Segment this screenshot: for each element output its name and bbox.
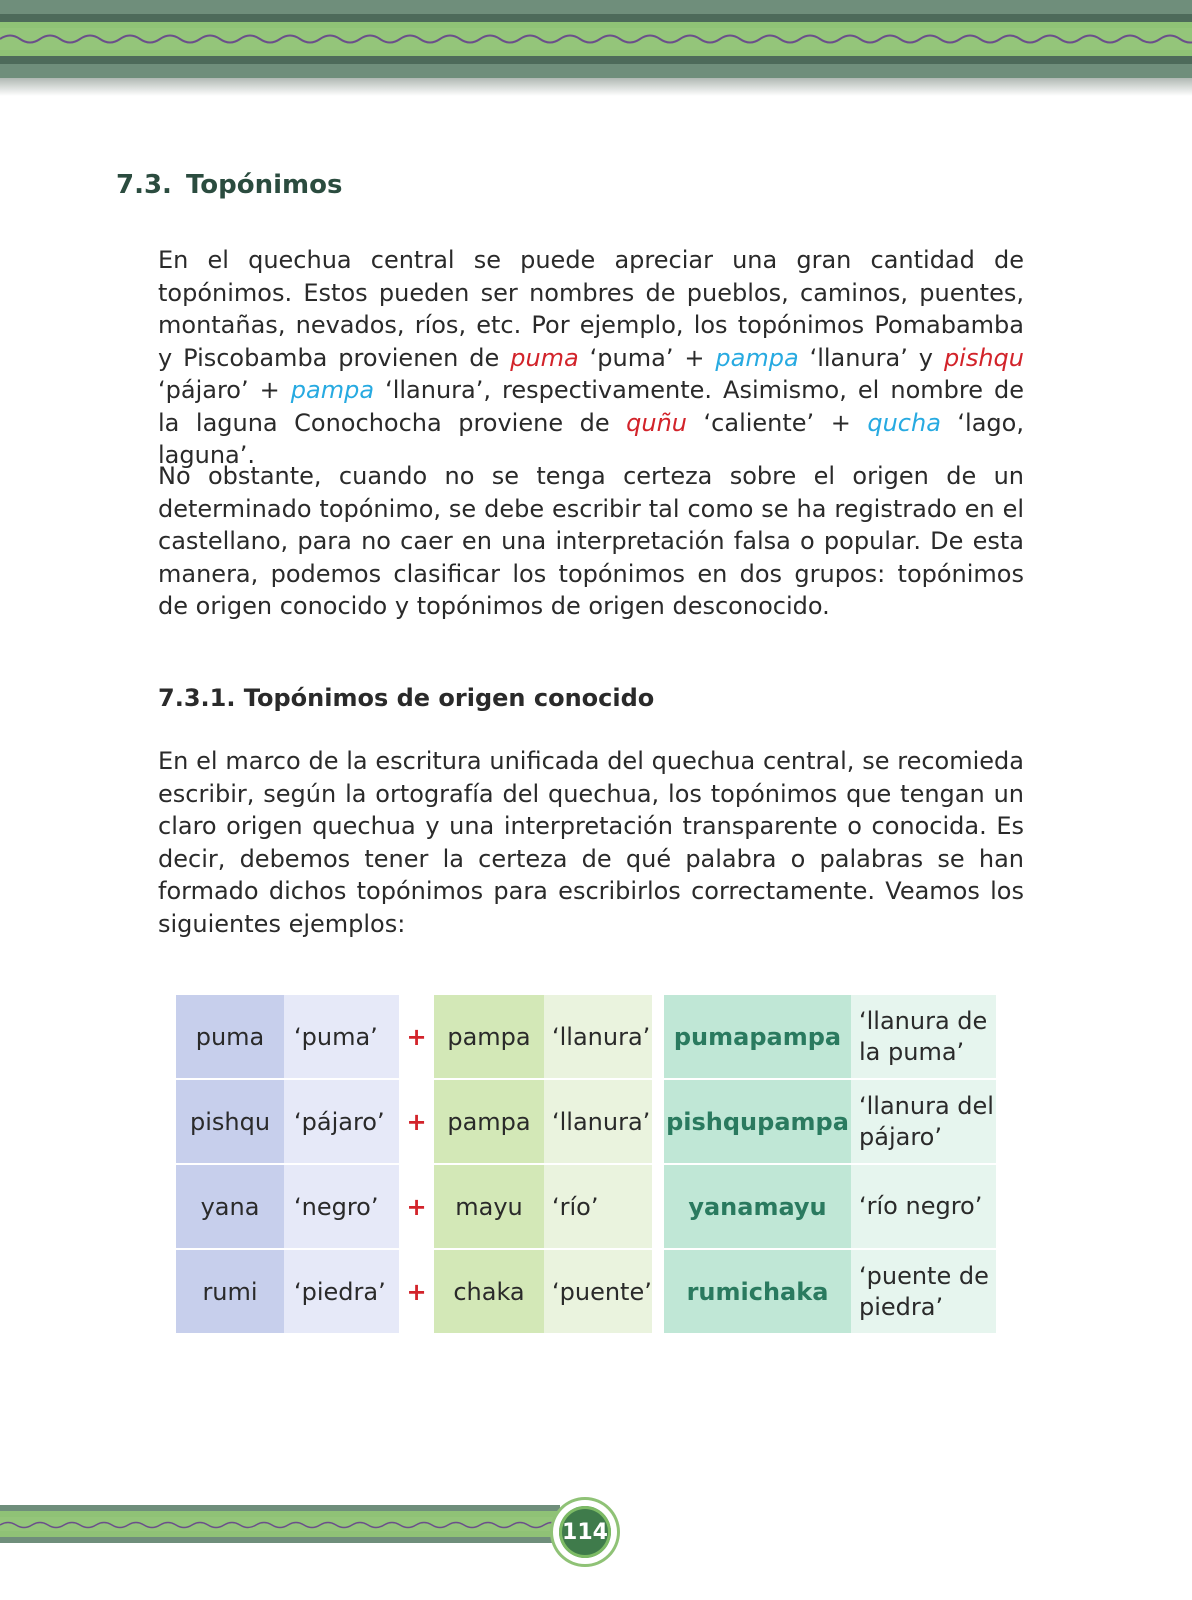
wave-pattern-icon — [0, 1518, 560, 1531]
word-1-cell: pishqu — [176, 1080, 284, 1163]
intro-paragraph-1 — [158, 244, 1024, 472]
result-cell: rumichaka — [664, 1250, 851, 1333]
table-row — [176, 995, 1010, 1080]
plus-sign: + — [406, 1192, 427, 1221]
text-run: ‘llanura’ y — [798, 343, 944, 372]
text-run: ‘llanura’, respectivamente. Asimismo, el nombre de la laguna Conochocha proviene de — [158, 376, 1025, 437]
word-2-cell: mayu — [434, 1165, 544, 1248]
section-number: 7.3. — [116, 170, 172, 200]
top-decorative-band — [0, 0, 1192, 96]
quechua-word: pampa — [715, 343, 799, 372]
table-row — [176, 1165, 1010, 1250]
word-2-cell: pampa — [434, 1080, 544, 1163]
intro-paragraph-2: No obstante, cuando no se tenga certeza sobre el origen de un determinado topónimo, se debe escribir tal como se ha registrado en el castellano, para no caer en una interpretación falsa o popular. De esta manera, podemos clasificar los topónimos en dos grupos: topónimos de origen conocido y topónimos de origen desconocido. — [158, 462, 1024, 620]
gloss-1-cell: ‘puma’ — [284, 995, 399, 1078]
text-run: ‘pájaro’ + — [158, 376, 291, 404]
plus-sign: + — [406, 1107, 427, 1136]
section-heading — [116, 170, 342, 200]
toponym-table — [176, 995, 1010, 1335]
quechua-word: quñu — [626, 408, 688, 437]
subsection-heading: 7.3.1. Topónimos de origen conocido — [158, 684, 655, 712]
quechua-word: pishqu — [943, 343, 1024, 372]
meaning-cell: ‘puente de piedra’ — [851, 1250, 996, 1333]
word-1-cell: yana — [176, 1165, 284, 1248]
plus-sign: + — [406, 1277, 427, 1306]
quechua-word: pampa — [290, 376, 375, 404]
gloss-2-cell: ‘río’ — [544, 1165, 652, 1248]
gloss-2-cell: ‘llanura’ — [544, 995, 652, 1078]
gloss-1-cell: ‘negro’ — [284, 1165, 399, 1248]
gloss-2-cell: ‘llanura’ — [544, 1080, 652, 1163]
table-row — [176, 1250, 1010, 1335]
text-run: ‘caliente’ + — [687, 408, 868, 437]
meaning-cell: ‘llanura de la puma’ — [851, 995, 996, 1078]
page-number: 114 — [559, 1506, 611, 1558]
meaning-cell: ‘río negro’ — [851, 1165, 996, 1248]
text-run: ‘lago, laguna’. — [158, 408, 1024, 469]
word-1-cell: puma — [176, 995, 284, 1078]
wave-pattern-icon — [0, 28, 1192, 50]
word-2-cell: pampa — [434, 995, 544, 1078]
quechua-word: puma — [510, 343, 579, 372]
word-1-cell: rumi — [176, 1250, 284, 1333]
gloss-1-cell: ‘piedra’ — [284, 1250, 399, 1333]
result-cell: pumapampa — [664, 995, 851, 1078]
meaning-cell: ‘llanura del pájaro’ — [851, 1080, 996, 1163]
gloss-2-cell: ‘puente’ — [544, 1250, 652, 1333]
plus-sign: + — [406, 1022, 427, 1051]
quechua-word: qucha — [867, 408, 941, 437]
text-run: En el quechua central se puede apreciar una gran cantidad de topónimos. Estos pueden ser nombres de pueblos, caminos, puentes, montañas, nevados, ríos, etc. Por ejemplo, los topónimos Pomabamba y Piscobamba provienen de — [158, 246, 1024, 372]
gloss-1-cell: ‘pájaro’ — [284, 1080, 399, 1163]
word-2-cell: chaka — [434, 1250, 544, 1333]
page-number-badge — [553, 1500, 617, 1564]
result-cell: yanamayu — [664, 1165, 851, 1248]
subsection-paragraph: En el marco de la escritura unificada del quechua central, se recomieda escribir, según la ortografía del quechua, los topónimos que tengan un claro origen quechua y una interpretación transparente o conocida. Es decir, debemos tener la certeza de qué palabra o palabras se han formado dichos topónimos para escribirlos correctamente. Veamos los siguientes ejemplos: — [158, 747, 1024, 938]
text-run: ‘puma’ + — [578, 343, 716, 372]
section-title: Topónimos — [186, 170, 343, 200]
result-cell: pishqupampa — [664, 1080, 851, 1163]
table-row — [176, 1080, 1010, 1165]
